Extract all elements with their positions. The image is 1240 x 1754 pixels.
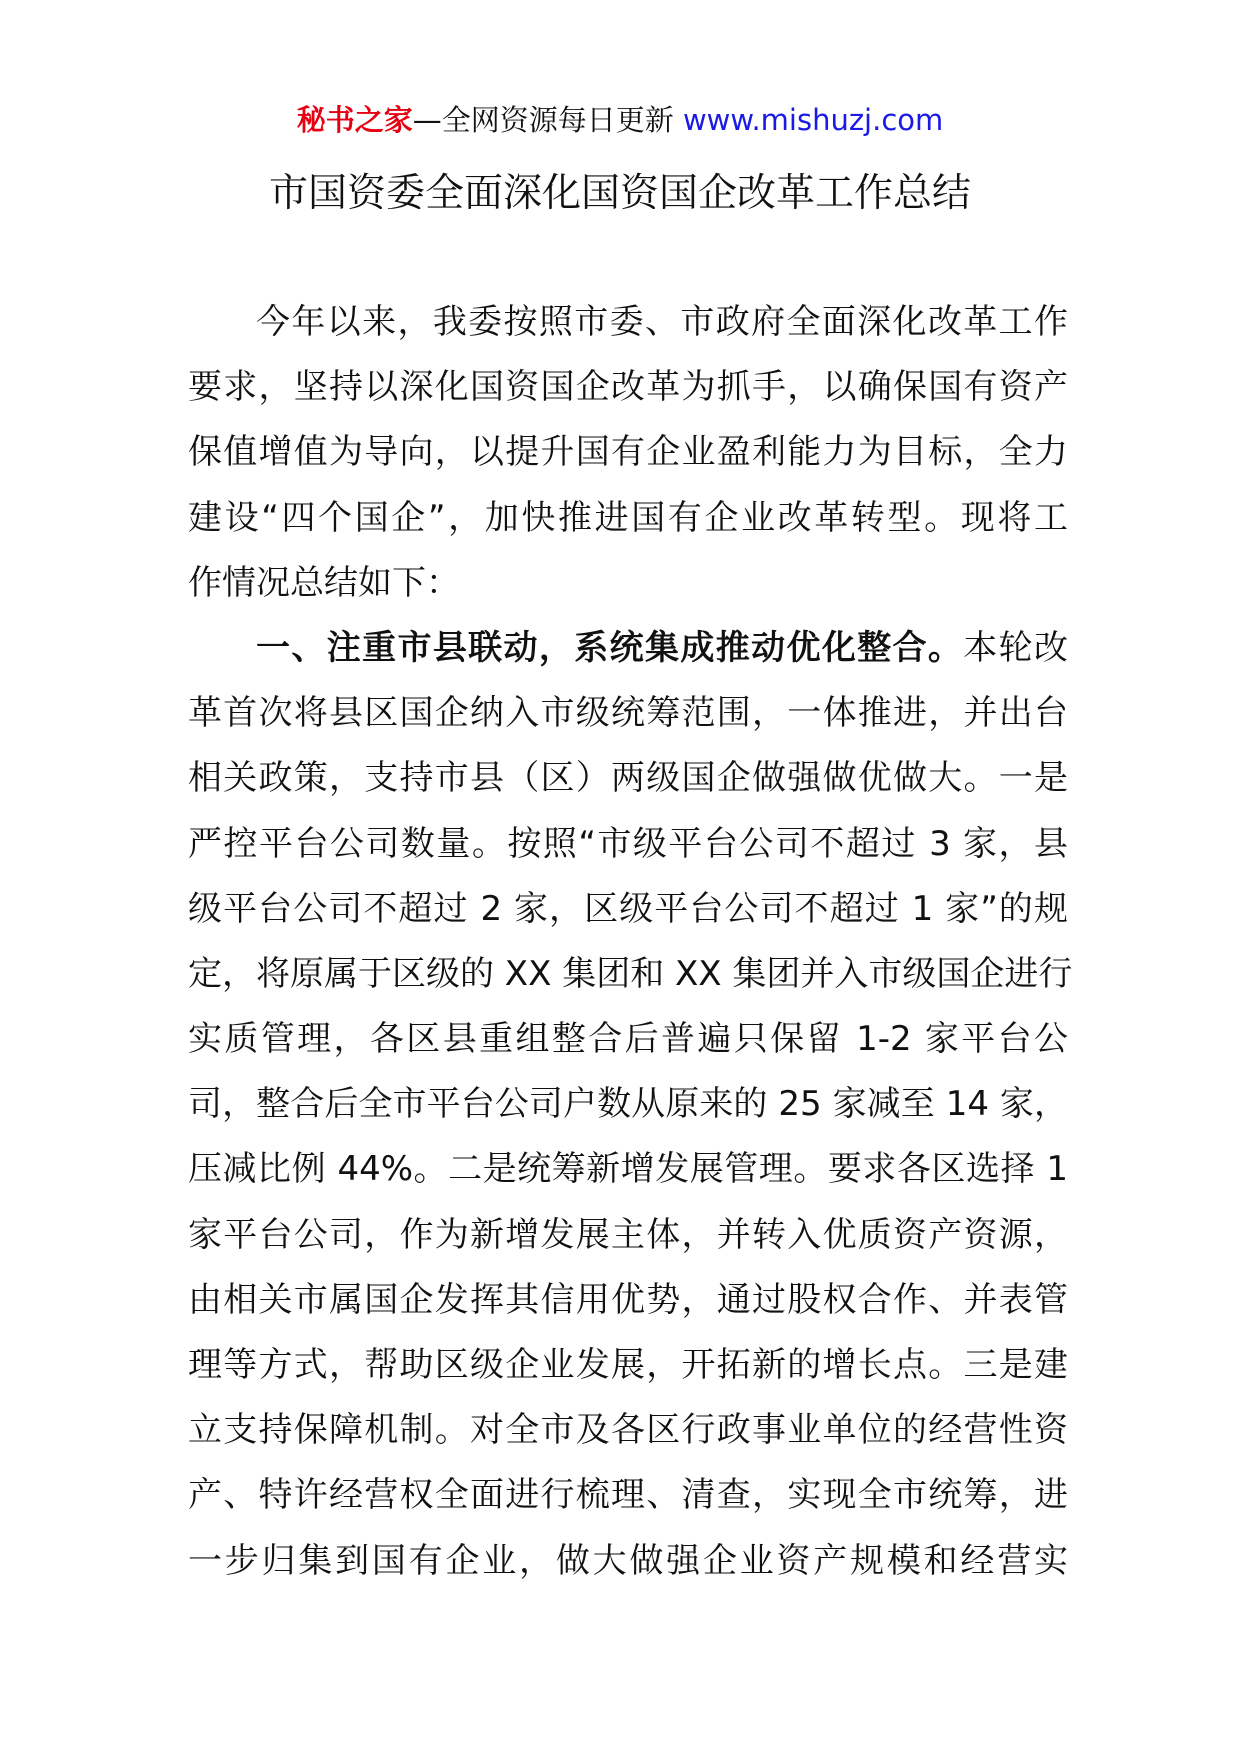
text-line: 一步归集到国有企业，做大做强企业资产规模和经营实 bbox=[188, 1540, 1068, 1581]
document-body bbox=[188, 290, 1073, 1594]
section-heading: 一、注重市县联动，系统集成推动优化整合。 bbox=[256, 627, 964, 668]
text-line: 建设“四个国企”，加快推进国有企业改革转型。现将工 bbox=[188, 497, 1068, 538]
text-line: 立支持保障机制。对全市及各区行政事业单位的经营性资 bbox=[188, 1410, 1068, 1451]
text-line: 实质管理，各区县重组整合后普遍只保留 1-2 家平台公 bbox=[188, 1019, 1068, 1060]
header-tagline: —全网资源每日更新 bbox=[412, 103, 674, 137]
text-line: 革首次将县区国企纳入市级统筹范围，一体推进，并出台 bbox=[188, 693, 1068, 734]
text-line: 今年以来，我委按照市委、市政府全面深化改革工作 bbox=[256, 302, 1068, 342]
text-line: 压减比例 44%。二是统筹新增发展管理。要求各区选择 1 bbox=[188, 1149, 1068, 1190]
document-title: 市国资委全面深化国资国企改革工作总结 bbox=[268, 171, 971, 216]
text-line: 由相关市属国企发挥其信用优势，通过股权合作、并表管 bbox=[188, 1279, 1068, 1320]
text-line: 要求，坚持以深化国资国企改革为抓手，以确保国有资产 bbox=[188, 367, 1068, 408]
site-url-link[interactable]: www.mishuzj.com bbox=[682, 103, 944, 137]
text-line: 作情况总结如下： bbox=[188, 562, 460, 603]
text-line: 定，将原属于区级的 XX 集团和 XX 集团并入市级国企进行 bbox=[188, 953, 1073, 994]
paragraph-section-one bbox=[188, 616, 1073, 1594]
site-header bbox=[0, 100, 1240, 140]
text-line: 级平台公司不超过 2 家，区级平台公司不超过 1 家”的规 bbox=[188, 888, 1068, 929]
text-line: 理等方式，帮助区级企业发展，开拓新的增长点。三是建 bbox=[188, 1345, 1068, 1385]
text-line bbox=[188, 616, 1068, 681]
text-line: 产、特许经营权全面进行梳理、清查，实现全市统筹，进 bbox=[188, 1475, 1068, 1516]
brand-name: 秘书之家 bbox=[296, 103, 413, 137]
text-line: 司，整合后全市平台公司户数从原来的 25 家减至 14 家， bbox=[188, 1084, 1068, 1125]
text-span: 本轮改 bbox=[963, 627, 1069, 668]
paragraph-intro bbox=[188, 290, 1068, 616]
text-line: 严控平台公司数量。按照“市级平台公司不超过 3 家，县 bbox=[188, 823, 1068, 864]
text-line: 保值增值为导向，以提升国有企业盈利能力为目标，全力 bbox=[188, 432, 1068, 473]
text-line: 相关政策，支持市县（区）两级国企做强做优做大。一是 bbox=[188, 758, 1068, 799]
text-line: 家平台公司，作为新增发展主体，并转入优质资产资源， bbox=[188, 1214, 1068, 1255]
